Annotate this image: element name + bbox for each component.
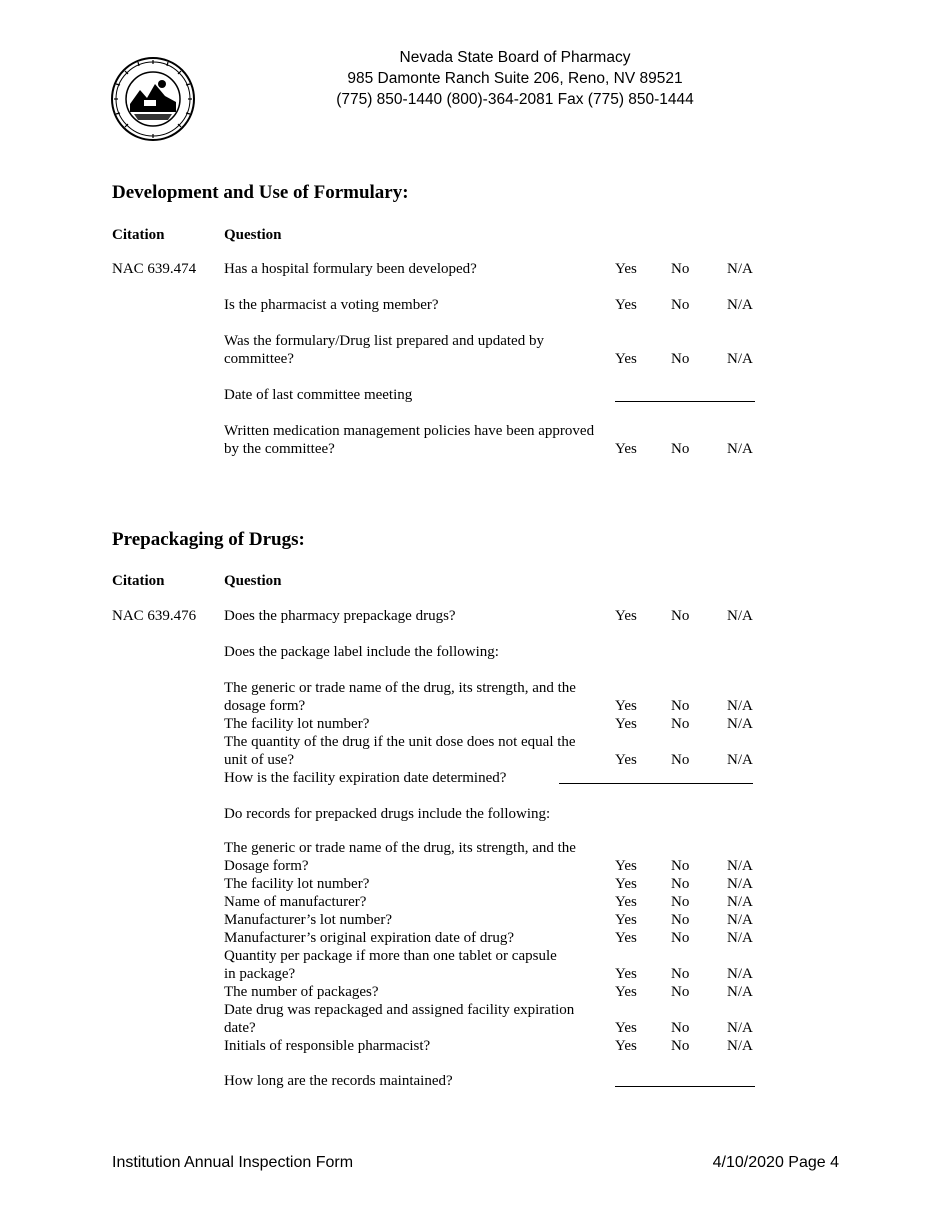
- rec-f-na-option[interactable]: N/A: [727, 966, 753, 982]
- rec-h-yes-option[interactable]: Yes: [615, 1020, 637, 1036]
- last-meeting-date-field[interactable]: [615, 401, 755, 402]
- formulary-q5-line2: by the committee?: [224, 441, 335, 457]
- question-column-header-2: Question: [224, 573, 282, 589]
- label-d: How is the facility expiration date determined?: [224, 770, 507, 786]
- prepackaging-citation: NAC 639.476: [112, 608, 197, 624]
- rec-h-line1: Date drug was repackaged and assigned facility expiration: [224, 1002, 575, 1018]
- formulary-q3-line1: Was the formulary/Drug list prepared and updated by: [224, 333, 544, 349]
- label-a-yes-option[interactable]: Yes: [615, 698, 637, 714]
- label-c-na-option[interactable]: N/A: [727, 752, 753, 768]
- rec-b-na-option[interactable]: N/A: [727, 876, 753, 892]
- rec-a-na-option[interactable]: N/A: [727, 858, 753, 874]
- rec-f-yes-option[interactable]: Yes: [615, 966, 637, 982]
- rec-h-no-option[interactable]: No: [671, 1020, 690, 1036]
- formulary-q1-na-option[interactable]: N/A: [727, 261, 753, 277]
- rec-e-na-option[interactable]: N/A: [727, 930, 753, 946]
- org-name: Nevada State Board of Pharmacy: [399, 49, 631, 66]
- formulary-q5-na-option[interactable]: N/A: [727, 441, 753, 457]
- records-retention-question: How long are the records maintained?: [224, 1073, 453, 1089]
- prepackaging-q1-yes-option[interactable]: Yes: [615, 608, 637, 624]
- formulary-q1: Has a hospital formulary been developed?: [224, 261, 477, 277]
- rec-b-no-option[interactable]: No: [671, 876, 690, 892]
- formulary-q3-na-option[interactable]: N/A: [727, 351, 753, 367]
- rec-d-yes-option[interactable]: Yes: [615, 912, 637, 928]
- rec-h-na-option[interactable]: N/A: [727, 1020, 753, 1036]
- label-intro: Does the package label include the following:: [224, 644, 499, 660]
- label-b-yes-option[interactable]: Yes: [615, 716, 637, 732]
- label-b-na-option[interactable]: N/A: [727, 716, 753, 732]
- footer-date-page: 4/10/2020 Page 4: [712, 1154, 839, 1171]
- prepackaging-q1-na-option[interactable]: N/A: [727, 608, 753, 624]
- rec-g-yes-option[interactable]: Yes: [615, 984, 637, 1000]
- formulary-q1-yes-option[interactable]: Yes: [615, 261, 637, 277]
- rec-i-yes-option[interactable]: Yes: [615, 1038, 637, 1054]
- citation-column-header: Citation: [112, 227, 165, 243]
- formulary-q3-yes-option[interactable]: Yes: [615, 351, 637, 367]
- formulary-q2-no-option[interactable]: No: [671, 297, 690, 313]
- rec-g: The number of packages?: [224, 984, 379, 1000]
- rec-g-na-option[interactable]: N/A: [727, 984, 753, 1000]
- rec-i: Initials of responsible pharmacist?: [224, 1038, 431, 1054]
- label-a-line2: dosage form?: [224, 698, 306, 714]
- formulary-q2-yes-option[interactable]: Yes: [615, 297, 637, 313]
- label-c-line1: The quantity of the drug if the unit dose does not equal the: [224, 734, 576, 750]
- rec-c-no-option[interactable]: No: [671, 894, 690, 910]
- rec-a-yes-option[interactable]: Yes: [615, 858, 637, 874]
- nevada-state-seal: [110, 56, 196, 142]
- rec-f-line2: in package?: [224, 966, 296, 982]
- rec-d-no-option[interactable]: No: [671, 912, 690, 928]
- org-phones: (775) 850-1440 (800)-364-2081 Fax (775) 850-1444: [336, 91, 694, 108]
- formulary-citation: NAC 639.474: [112, 261, 197, 277]
- rec-a-line1: The generic or trade name of the drug, its strength, and the: [224, 840, 576, 856]
- rec-e: Manufacturer’s original expiration date of drug?: [224, 930, 515, 946]
- label-b-no-option[interactable]: No: [671, 716, 690, 732]
- rec-e-no-option[interactable]: No: [671, 930, 690, 946]
- label-b: The facility lot number?: [224, 716, 370, 732]
- formulary-section-title: Development and Use of Formulary:: [112, 182, 409, 203]
- rec-h-line2: date?: [224, 1020, 256, 1036]
- rec-f-no-option[interactable]: No: [671, 966, 690, 982]
- label-c-line2: unit of use?: [224, 752, 294, 768]
- footer-form-name: Institution Annual Inspection Form: [112, 1154, 354, 1171]
- rec-i-no-option[interactable]: No: [671, 1038, 690, 1054]
- rec-b: The facility lot number?: [224, 876, 370, 892]
- label-c-no-option[interactable]: No: [671, 752, 690, 768]
- question-column-header: Question: [224, 227, 282, 243]
- prepackaging-section-title: Prepackaging of Drugs:: [112, 529, 305, 550]
- rec-a-no-option[interactable]: No: [671, 858, 690, 874]
- label-c-yes-option[interactable]: Yes: [615, 752, 637, 768]
- rec-d: Manufacturer’s lot number?: [224, 912, 392, 928]
- records-retention-field[interactable]: [615, 1086, 755, 1087]
- rec-g-no-option[interactable]: No: [671, 984, 690, 1000]
- rec-a-line2: Dosage form?: [224, 858, 309, 874]
- formulary-q1-no-option[interactable]: No: [671, 261, 690, 277]
- prepackaging-q1-no-option[interactable]: No: [671, 608, 690, 624]
- org-address: 985 Damonte Ranch Suite 206, Reno, NV 89521: [347, 70, 683, 87]
- records-intro: Do records for prepacked drugs include the following:: [224, 806, 551, 822]
- formulary-q5-yes-option[interactable]: Yes: [615, 441, 637, 457]
- prepackaging-q1: Does the pharmacy prepackage drugs?: [224, 608, 456, 624]
- formulary-q5-line1: Written medication management policies have been approved: [224, 423, 595, 439]
- label-a-no-option[interactable]: No: [671, 698, 690, 714]
- formulary-q3-line2: committee?: [224, 351, 294, 367]
- formulary-q3-no-option[interactable]: No: [671, 351, 690, 367]
- rec-c-na-option[interactable]: N/A: [727, 894, 753, 910]
- formulary-q2-na-option[interactable]: N/A: [727, 297, 753, 313]
- rec-c: Name of manufacturer?: [224, 894, 367, 910]
- formulary-q2: Is the pharmacist a voting member?: [224, 297, 439, 313]
- rec-d-na-option[interactable]: N/A: [727, 912, 753, 928]
- formulary-q4: Date of last committee meeting: [224, 387, 413, 403]
- rec-b-yes-option[interactable]: Yes: [615, 876, 637, 892]
- formulary-q5-no-option[interactable]: No: [671, 441, 690, 457]
- label-a-line1: The generic or trade name of the drug, its strength, and the: [224, 680, 576, 696]
- rec-c-yes-option[interactable]: Yes: [615, 894, 637, 910]
- citation-column-header-2: Citation: [112, 573, 165, 589]
- label-a-na-option[interactable]: N/A: [727, 698, 753, 714]
- rec-e-yes-option[interactable]: Yes: [615, 930, 637, 946]
- rec-f-line1: Quantity per package if more than one tablet or capsule: [224, 948, 557, 964]
- rec-i-na-option[interactable]: N/A: [727, 1038, 753, 1054]
- expiration-method-field[interactable]: [559, 783, 753, 784]
